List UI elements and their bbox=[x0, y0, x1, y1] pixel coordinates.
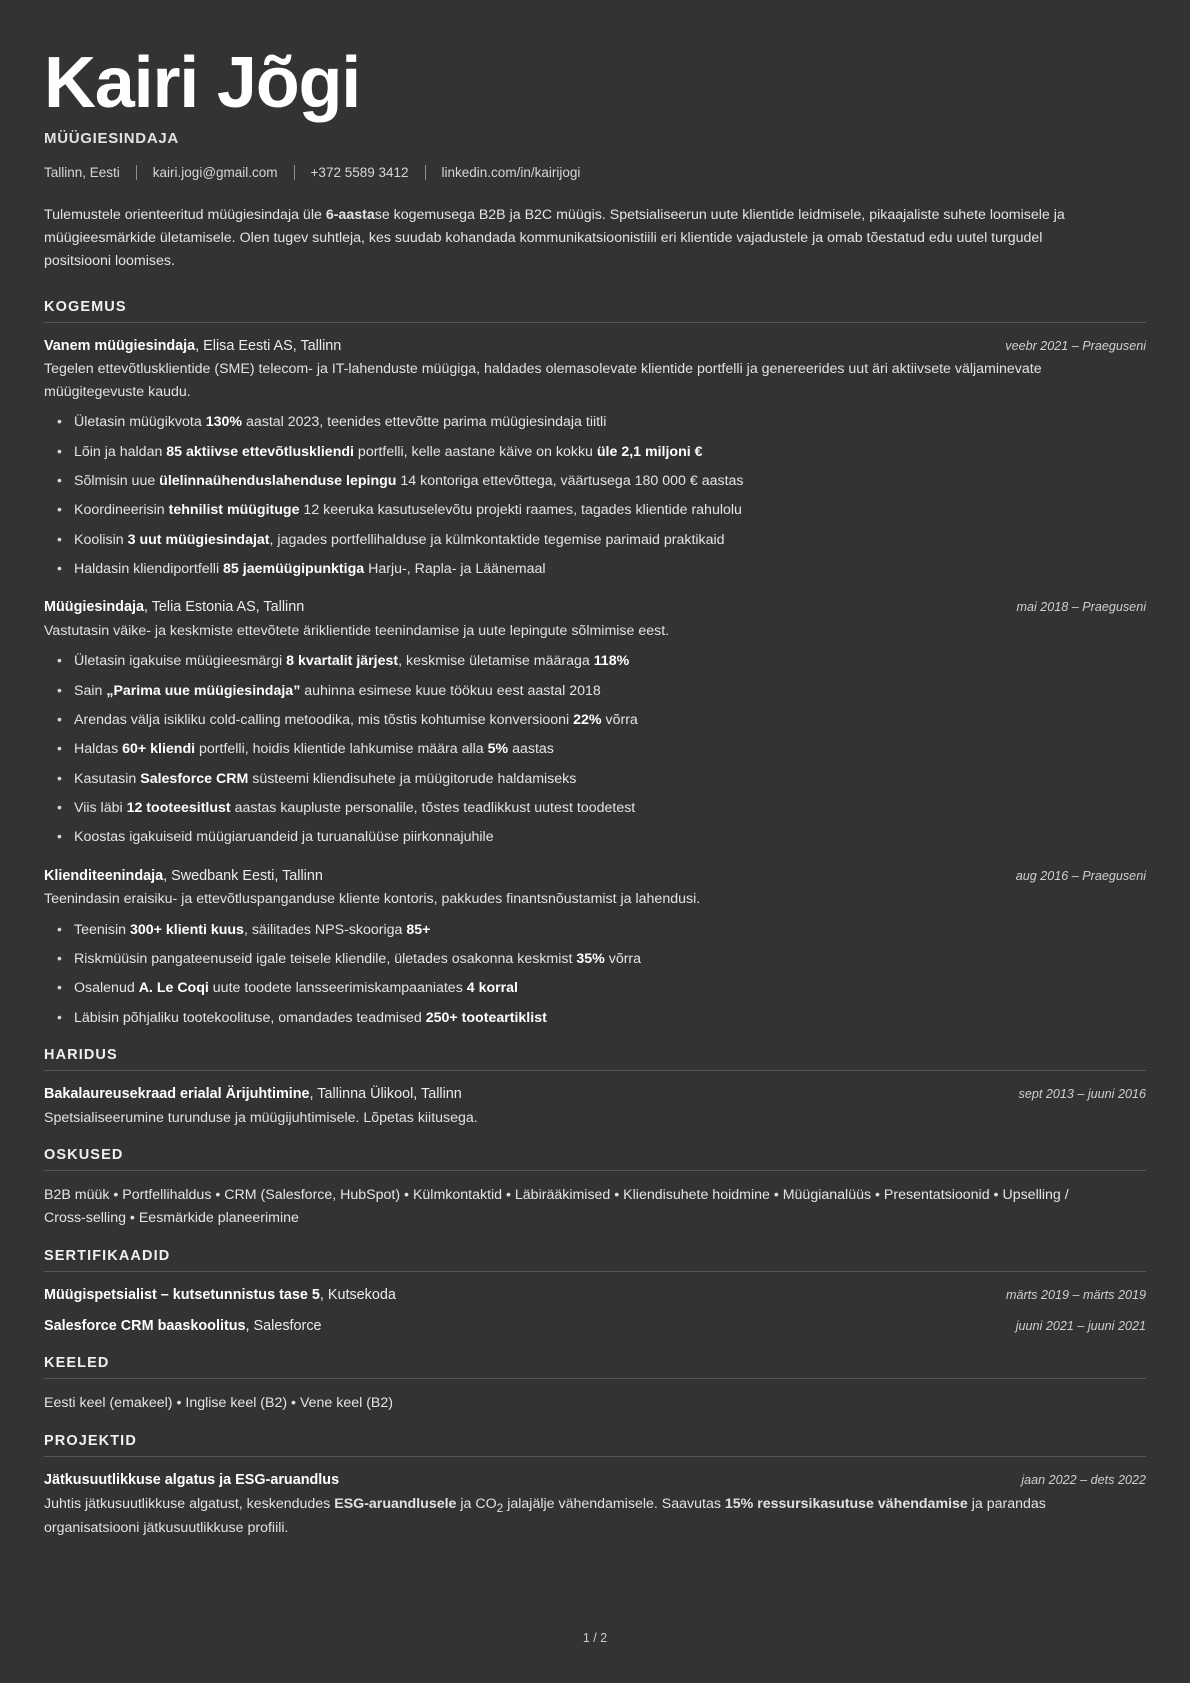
bullet-item: • Ületasin igakuise müügieesmärgi 8 kvartalit järjest, keskmise ületamise määraga 118% bbox=[74, 651, 1146, 672]
project-date: jaan 2022 – dets 2022 bbox=[1021, 1473, 1146, 1488]
experience-date: mai 2018 – Praeguseni bbox=[1016, 600, 1146, 615]
experience-role: Vanem müügiesindaja, Elisa Eesti AS, Tallinn bbox=[44, 337, 342, 354]
education-list bbox=[44, 1084, 1146, 1129]
contact-divider bbox=[294, 165, 295, 180]
experience-bullets bbox=[44, 412, 1146, 580]
experience-entry bbox=[44, 336, 1146, 581]
contact-divider bbox=[425, 165, 426, 180]
experience-entry bbox=[44, 597, 1146, 848]
section-divider bbox=[44, 1271, 1146, 1272]
experience-date: veebr 2021 – Praeguseni bbox=[1005, 338, 1146, 353]
bullet-item: • Viis läbi 12 tooteesitlust aastas kaupluste personalile, tõstes teadlikkust uutest toodetest bbox=[74, 798, 1146, 819]
experience-date: aug 2016 – Praeguseni bbox=[1015, 868, 1146, 883]
project-entry bbox=[44, 1470, 1146, 1540]
section-divider bbox=[44, 322, 1146, 323]
contact-linkedin[interactable]: linkedin.com/in/kairijogi bbox=[441, 164, 581, 180]
education-degree: Bakalaureusekraad erialal Ärijuhtimine, Tallinna Ülikool, Tallinn bbox=[44, 1086, 462, 1103]
projects-list bbox=[44, 1470, 1146, 1540]
section-divider bbox=[44, 1378, 1146, 1379]
languages-list: Eesti keel (emakeel) • Inglise keel (B2) • Vene keel (B2) bbox=[44, 1395, 394, 1412]
bullet-item: • Sain „Parima uue müügiesindaja” auhinna esimese kuue töökuu eest aastal 2018 bbox=[74, 681, 1146, 702]
bullet-item: • Osalenud A. Le Coqi uute toodete lansseerimiskampaaniates 4 korral bbox=[74, 978, 1146, 999]
experience-role: Klienditeenindaja, Swedbank Eesti, Tallinn bbox=[44, 867, 323, 884]
education-date: sept 2013 – juuni 2016 bbox=[1018, 1087, 1146, 1102]
certificates-section-title: SERTIFIKAADID bbox=[44, 1248, 171, 1265]
page-footer bbox=[0, 1631, 1190, 1645]
certificate-date: juuni 2021 – juuni 2021 bbox=[1015, 1319, 1146, 1334]
contact-bar bbox=[44, 165, 1146, 180]
contact-phone[interactable]: +372 5589 3412 bbox=[310, 164, 409, 180]
certificates-section bbox=[44, 1248, 1146, 1337]
section-divider bbox=[44, 1070, 1146, 1071]
project-title: Jätkusuutlikkuse algatus ja ESG-aruandlus bbox=[44, 1472, 340, 1489]
bullet-item: • Koostas igakuiseid müügiaruandeid ja turuanalüüse piirkonnajuhile bbox=[74, 827, 1146, 848]
experience-entry bbox=[44, 866, 1146, 1030]
languages-section-title: KEELED bbox=[44, 1355, 110, 1372]
skills-section bbox=[44, 1147, 1146, 1230]
experience-section bbox=[44, 299, 1146, 1029]
certificate-entry bbox=[44, 1285, 1146, 1306]
bullet-item: • Haldas 60+ kliendi portfelli, hoidis klientide lahkumise määra alla 5% aastas bbox=[74, 739, 1146, 760]
languages-section bbox=[44, 1355, 1146, 1415]
bullet-item: • Teenisin 300+ klienti kuus, säilitades NPS-skooriga 85+ bbox=[74, 920, 1146, 941]
bullet-item: • Koordineerisin tehnilist müügituge 12 keeruka kasutuselevõtu projekti raames, tagades klientide rahulolu bbox=[74, 500, 1146, 521]
experience-description: Vastutasin väike- ja keskmiste ettevõtete äriklientide teenindamise ja uute lepingute sõlmimise eest. bbox=[44, 623, 670, 639]
professional-summary: Tulemustele orienteeritud müügiesindaja üle 6-aastase kogemusega B2B ja B2C müügis. Spetsialiseerun uute klientide leidmisele, pikaajaliste suhete loomisele ja müügieesmärkide ületamisele. Olen tugev suhtleja, kes suudab kohandada kommunikatsioonistiili eri klientide vajadustele ja omab tõestatud edu uutel turgudel positsiooni loomises. bbox=[44, 206, 1065, 269]
project-entry-head bbox=[44, 1470, 1146, 1491]
section-divider bbox=[44, 1456, 1146, 1457]
experience-bullets bbox=[44, 920, 1146, 1029]
bullet-item: • Kasutasin Salesforce CRM süsteemi kliendisuhete ja müügitorude haldamiseks bbox=[74, 769, 1146, 790]
page-indicator: 1 / 2 bbox=[582, 1631, 608, 1645]
bullet-item: • Lõin ja haldan 85 aktiivse ettevõtluskliendi portfelli, kelle aastane käive on kokku üle 2,1 miljoni € bbox=[74, 442, 1146, 463]
skills-list: B2B müük • Portfellihaldus • CRM (Salesforce, HubSpot) • Külmkontaktid • Läbirääkimised • Kliendisuhete hoidmine • Müügianalüüs • Presentatsioonid • Upselling / Cross-selling • Eesmärkide planeerimine bbox=[44, 1187, 1069, 1227]
education-description: Spetsialiseerumine turunduse ja müügijuhtimisele. Lõpetas kiitusega. bbox=[44, 1109, 478, 1126]
candidate-name: Kairi Jõgi bbox=[44, 43, 361, 123]
experience-entry-head bbox=[44, 866, 1146, 887]
certificate-entry bbox=[44, 1316, 1146, 1337]
section-divider bbox=[44, 1170, 1146, 1171]
bullet-item: • Riskmüüsin pangateenuseid igale teisele kliendile, ületades osakonna keskmist 35% võrra bbox=[74, 949, 1146, 970]
bullet-item: • Koolisin 3 uut müügiesindajat, jagades portfellihalduse ja külmkontaktide tegemise parimaid praktikaid bbox=[74, 530, 1146, 551]
bullet-item: • Ületasin müügikvota 130% aastal 2023, teenides ettevõtte parima müügiesindaja tiitli bbox=[74, 412, 1146, 433]
experience-entry-head bbox=[44, 597, 1146, 618]
education-section-title: HARIDUS bbox=[44, 1047, 118, 1064]
candidate-headline: MÜÜGIESINDAJA bbox=[44, 129, 179, 147]
bullet-item: • Sõlmisin uue ülelinnaühenduslahenduse lepingu 14 kontoriga ettevõttega, väärtusega 180 000 € aastas bbox=[74, 471, 1146, 492]
experience-description: Teenindasin eraisiku- ja ettevõtluspanganduse kliente kontoris, pakkudes finantsnõustamist ja lahendusi. bbox=[44, 891, 701, 908]
bullet-item: • Arendas välja isikliku cold-calling metoodika, mis tõstis kohtumise konversiooni 22% võrra bbox=[74, 710, 1146, 731]
education-entry-head bbox=[44, 1084, 1146, 1105]
experience-list bbox=[44, 336, 1146, 1029]
project-description: Juhtis jätkusuutlikkuse algatust, keskendudes ESG-aruandlusele ja $CO_2$ jalajälje vähendamisele. Saavutas 15% ressursikasutuse vähendamise ja parandas organisatsiooni jätkusuutlikkuse profiili. bbox=[44, 1495, 1046, 1537]
bullet-item: • Haldasin kliendiportfelli 85 jaemüügipunktiga Harju-, Rapla- ja Läänemaal bbox=[74, 559, 1146, 580]
experience-entry-head bbox=[44, 336, 1146, 357]
certificate-name: Müügispetsialist – kutsetunnistus tase 5, Kutsekoda bbox=[44, 1287, 396, 1304]
education-entry bbox=[44, 1084, 1146, 1129]
education-section bbox=[44, 1047, 1146, 1129]
contact-email[interactable]: kairi.jogi@gmail.com bbox=[152, 164, 278, 180]
experience-bullets bbox=[44, 651, 1146, 848]
certificates-list bbox=[44, 1285, 1146, 1337]
certificate-date: märts 2019 – märts 2019 bbox=[1005, 1288, 1146, 1303]
experience-description: Tegelen ettevõtlusklientide (SME) telecom- ja IT-lahenduste müügiga, haldades olemasolevate klientide portfelli ja genereerides uut äri aktiivsete väljaminevate müügitegevuste kaudu. bbox=[44, 361, 1042, 400]
skills-section-title: OSKUSED bbox=[44, 1147, 124, 1164]
projects-section-title: PROJEKTID bbox=[44, 1433, 137, 1450]
certificate-name: Salesforce CRM baaskoolitus, Salesforce bbox=[44, 1318, 322, 1335]
contact-divider bbox=[136, 165, 137, 180]
bullet-item: • Läbisin põhjaliku tootekoolituse, omandades teadmised 250+ tooteartiklist bbox=[74, 1008, 1146, 1029]
contact-location: Tallinn, Eesti bbox=[44, 164, 120, 180]
experience-section-title: KOGEMUS bbox=[44, 298, 127, 315]
projects-section bbox=[44, 1433, 1146, 1540]
experience-role: Müügiesindaja, Telia Estonia AS, Tallinn bbox=[44, 599, 305, 616]
